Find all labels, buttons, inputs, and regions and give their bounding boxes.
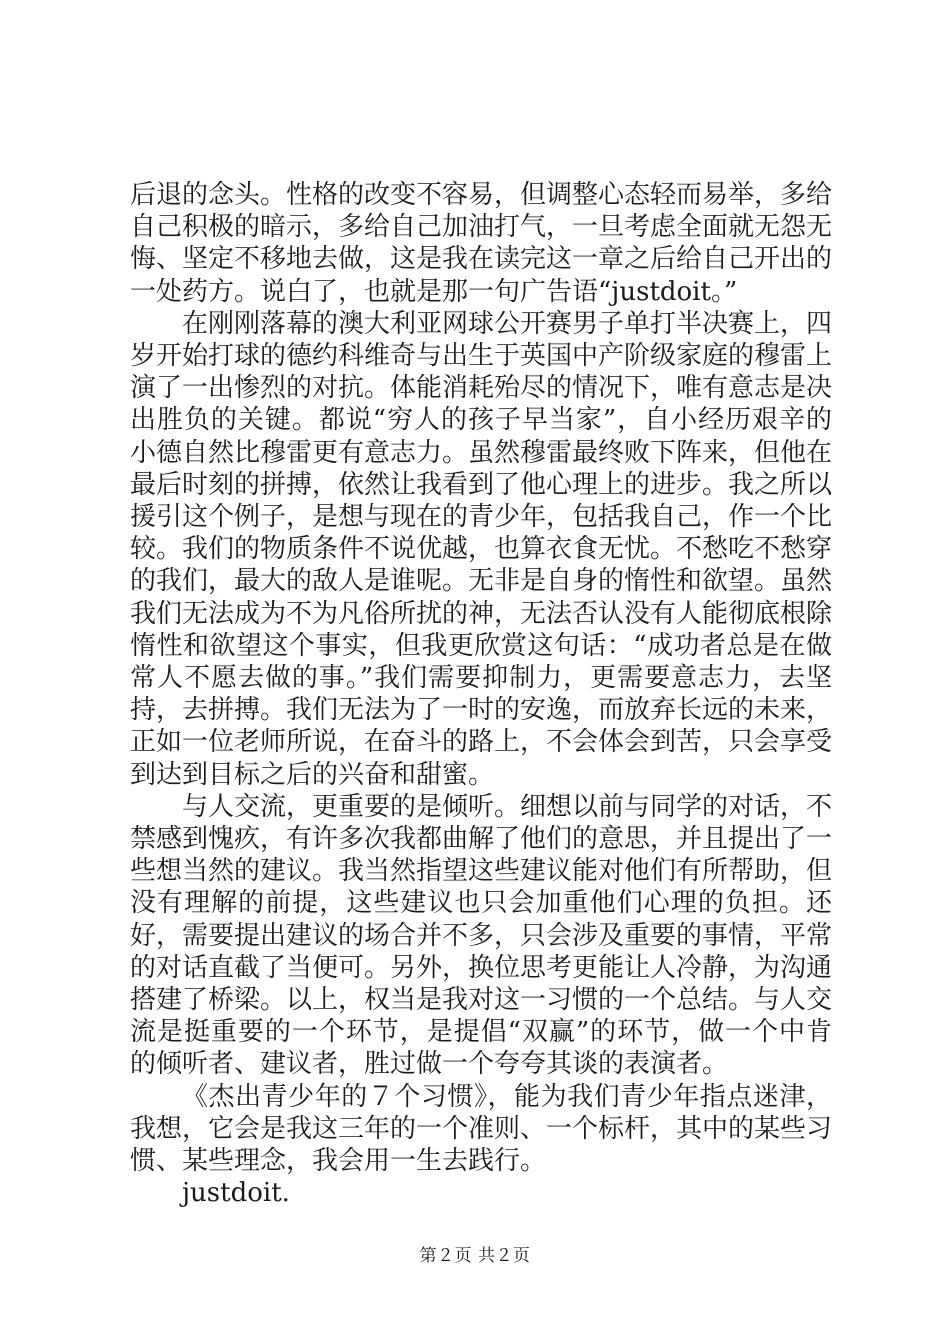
- paragraph-closing: justdoit.: [182, 1178, 290, 1209]
- paragraph-continuation: 后退的念头。性格的改变不容易，但调整心态轻而易举，多给自己积极的暗示，多给自己加油打气，一旦考虑全面就无怨无悔、坚定不移地去做，这是我在读完这一章之后给自己开出的一处药方。说白了，也就是那一句广告语“justdoit。”: [130, 180, 833, 307]
- paragraph-seven-habits: 《杰出青少年的７个习惯》，能为我们青少年指点迷津，我想，它会是我这三年的一个准则、一个标杆，其中的某些习惯、某些理念，我会用一生去践行。: [130, 1081, 833, 1177]
- page-number-footer: 第２页 共２页: [419, 1246, 531, 1266]
- paragraph-australian-open: 在刚刚落幕的澳大利亚网球公开赛男子单打半决赛上，四岁开始打球的德约科维奇与出生于英国中产阶级家庭的穆雷上演了一出惨烈的对抗。体能消耗殆尽的情况下，唯有意志是决出胜负的关键。都说“穷人的孩子早当家”，自小经历艰辛的小德自然比穆雷更有意志力。虽然穆雷最终败下阵来，但他在最后时刻的拼搏，依然让我看到了他心理上的进步。我之所以援引这个例子，是想与现在的青少年，包括我自己，作一个比较。我们的物质条件不说优越，也算衣食无忧。不愁吃不愁穿的我们，最大的敌人是谁呢。无非是自身的惰性和欲望。虽然我们无法成为不为凡俗所扰的神，无法否认没有人能彻底根除惰性和欲望这个事实，但我更欣赏这句话：“成功者总是在做常人不愿去做的事。”我们需要抑制力，更需要意志力，去坚持，去拼搏。我们无法为了一时的安逸，而放弃长远的未来，正如一位老师所说，在奋斗的路上，不会体会到苦，只会享受到达到目标之后的兴奋和甜蜜。: [130, 308, 833, 790]
- paragraph-listening: 与人交流，更重要的是倾听。细想以前与同学的对话，不禁感到愧疚，有许多次我都曲解了他们的意思，并且提出了一些想当然的建议。我当然指望这些建议能对他们有所帮助，但没有理解的前提，这些建议也只会加重他们心理的负担。还好，需要提出建议的场合并不多，只会涉及重要的事情，平常的对话直截了当便可。另外，换位思考更能让人冷静，为沟通搭建了桥梁。以上，权当是我对这一习惯的一个总结。与人交流是挺重要的一个环节，是提倡“双赢”的环节，做一个中肯的倾听者、建议者，胜过做一个夸夸其谈的表演者。: [130, 791, 833, 1080]
- document-body: [130, 179, 832, 1210]
